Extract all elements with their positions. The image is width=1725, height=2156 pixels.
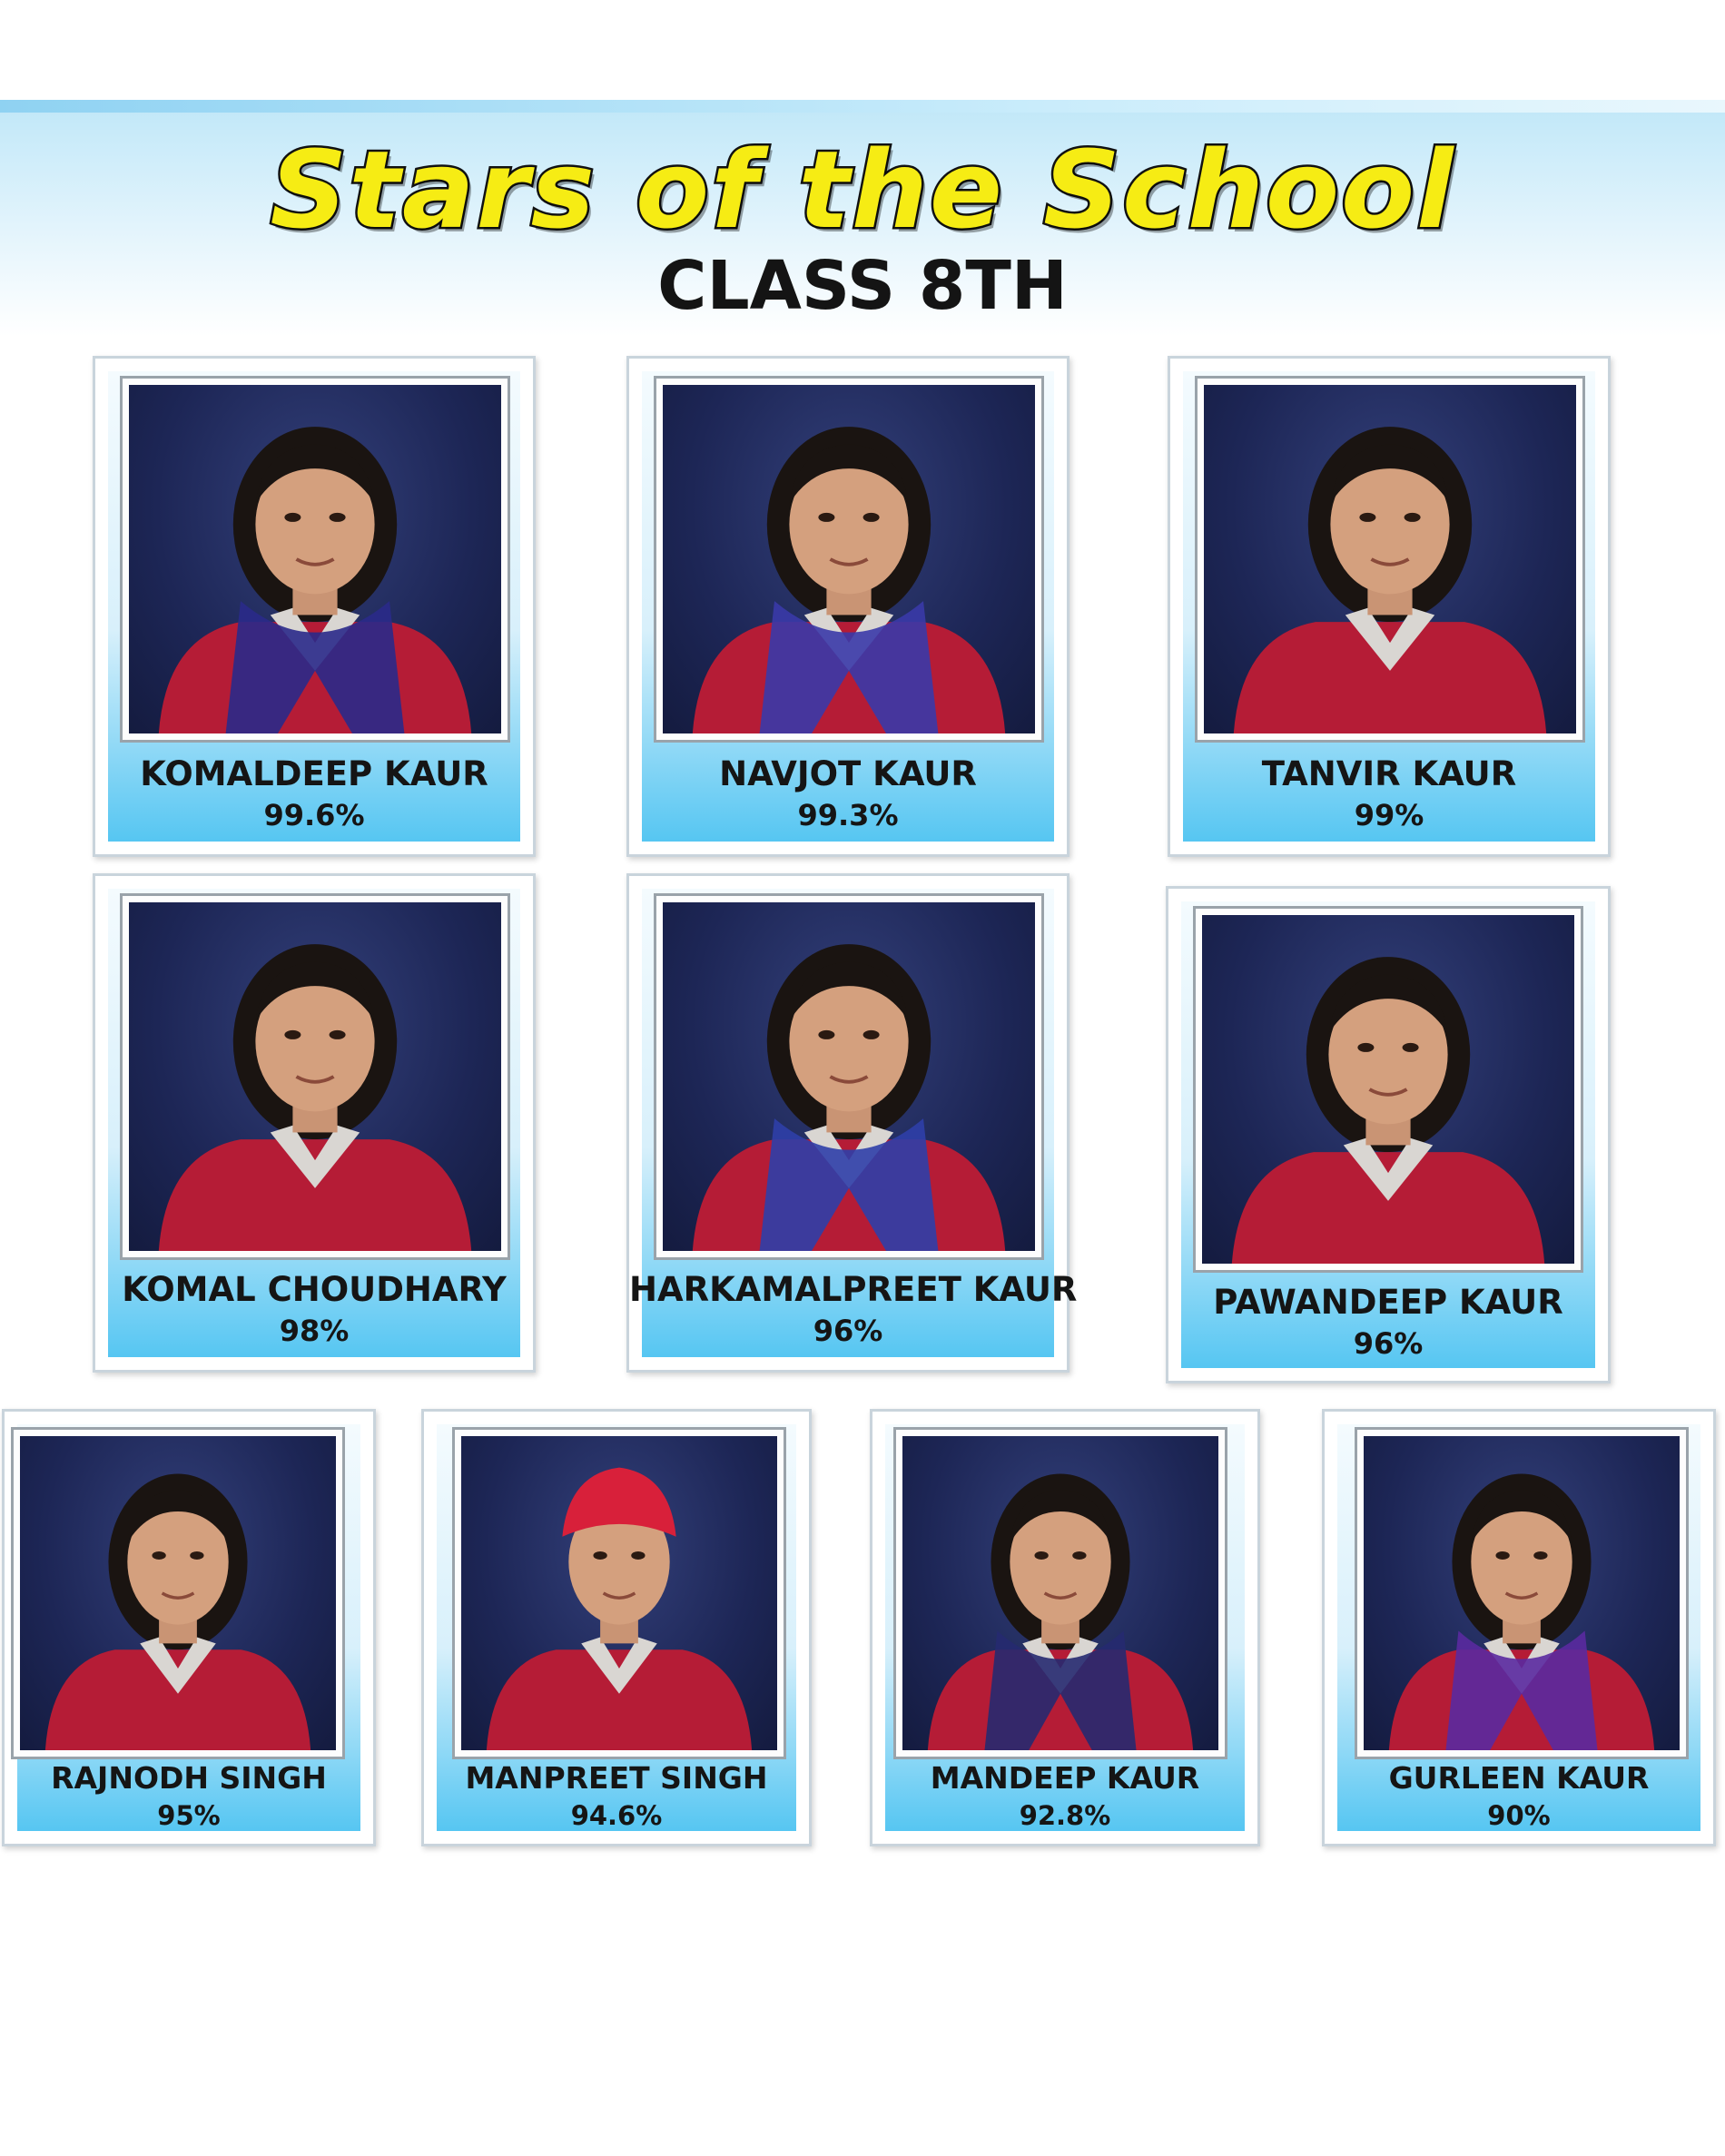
student-name: NAVJOT KAUR (719, 754, 977, 793)
student-name: KOMALDEEP KAUR (140, 754, 488, 793)
student-photo (896, 1430, 1225, 1757)
student-name: KOMAL CHOUDHARY (122, 1270, 507, 1309)
student-card (93, 873, 536, 1373)
student-name: HARKAMALPREET KAUR (629, 1270, 1078, 1309)
student-card (626, 356, 1070, 857)
portrait-figure (663, 902, 1035, 1251)
student-score: 99% (1354, 798, 1424, 832)
student-card (1166, 886, 1611, 1383)
student-score: 98% (279, 1314, 350, 1348)
class-subtitle: CLASS 8TH (657, 247, 1068, 325)
student-card (870, 1409, 1260, 1846)
student-photo (1357, 1430, 1686, 1757)
portrait-figure (20, 1436, 336, 1750)
portrait-figure (129, 902, 501, 1251)
student-score: 96% (813, 1314, 883, 1348)
student-score: 95% (157, 1800, 221, 1831)
page-title: Stars of the School (270, 127, 1455, 252)
portrait-figure (461, 1436, 777, 1750)
portrait-figure (1204, 385, 1576, 733)
student-photo (1196, 909, 1581, 1270)
student-name: RAJNODH SINGH (51, 1760, 327, 1796)
student-photo (123, 896, 508, 1257)
student-photo (656, 379, 1041, 740)
student-card (626, 873, 1078, 1373)
student-name: MANDEEP KAUR (930, 1760, 1200, 1796)
student-score: 92.8% (1019, 1800, 1111, 1831)
portrait-figure (1202, 915, 1574, 1264)
student-card (421, 1409, 812, 1846)
student-score: 90% (1487, 1800, 1551, 1831)
student-photo (123, 379, 508, 740)
student-card (1322, 1409, 1716, 1846)
student-score: 96% (1353, 1326, 1424, 1361)
student-score: 94.6% (570, 1800, 663, 1831)
student-card (93, 356, 536, 857)
student-score: 99.3% (797, 798, 899, 832)
student-card (2, 1409, 376, 1846)
student-photo (455, 1430, 784, 1757)
student-photo (656, 896, 1041, 1257)
student-score: 99.6% (263, 798, 365, 832)
student-photo (14, 1430, 342, 1757)
student-name: MANPREET SINGH (465, 1760, 768, 1796)
portrait-figure (129, 385, 501, 733)
portrait-figure (1364, 1436, 1680, 1750)
portrait-figure (663, 385, 1035, 733)
portrait-figure (902, 1436, 1218, 1750)
student-card (1168, 356, 1611, 857)
student-photo (1198, 379, 1582, 740)
student-name: PAWANDEEP KAUR (1213, 1283, 1563, 1322)
student-name: TANVIR KAUR (1261, 754, 1517, 793)
student-name: GURLEEN KAUR (1388, 1760, 1650, 1796)
